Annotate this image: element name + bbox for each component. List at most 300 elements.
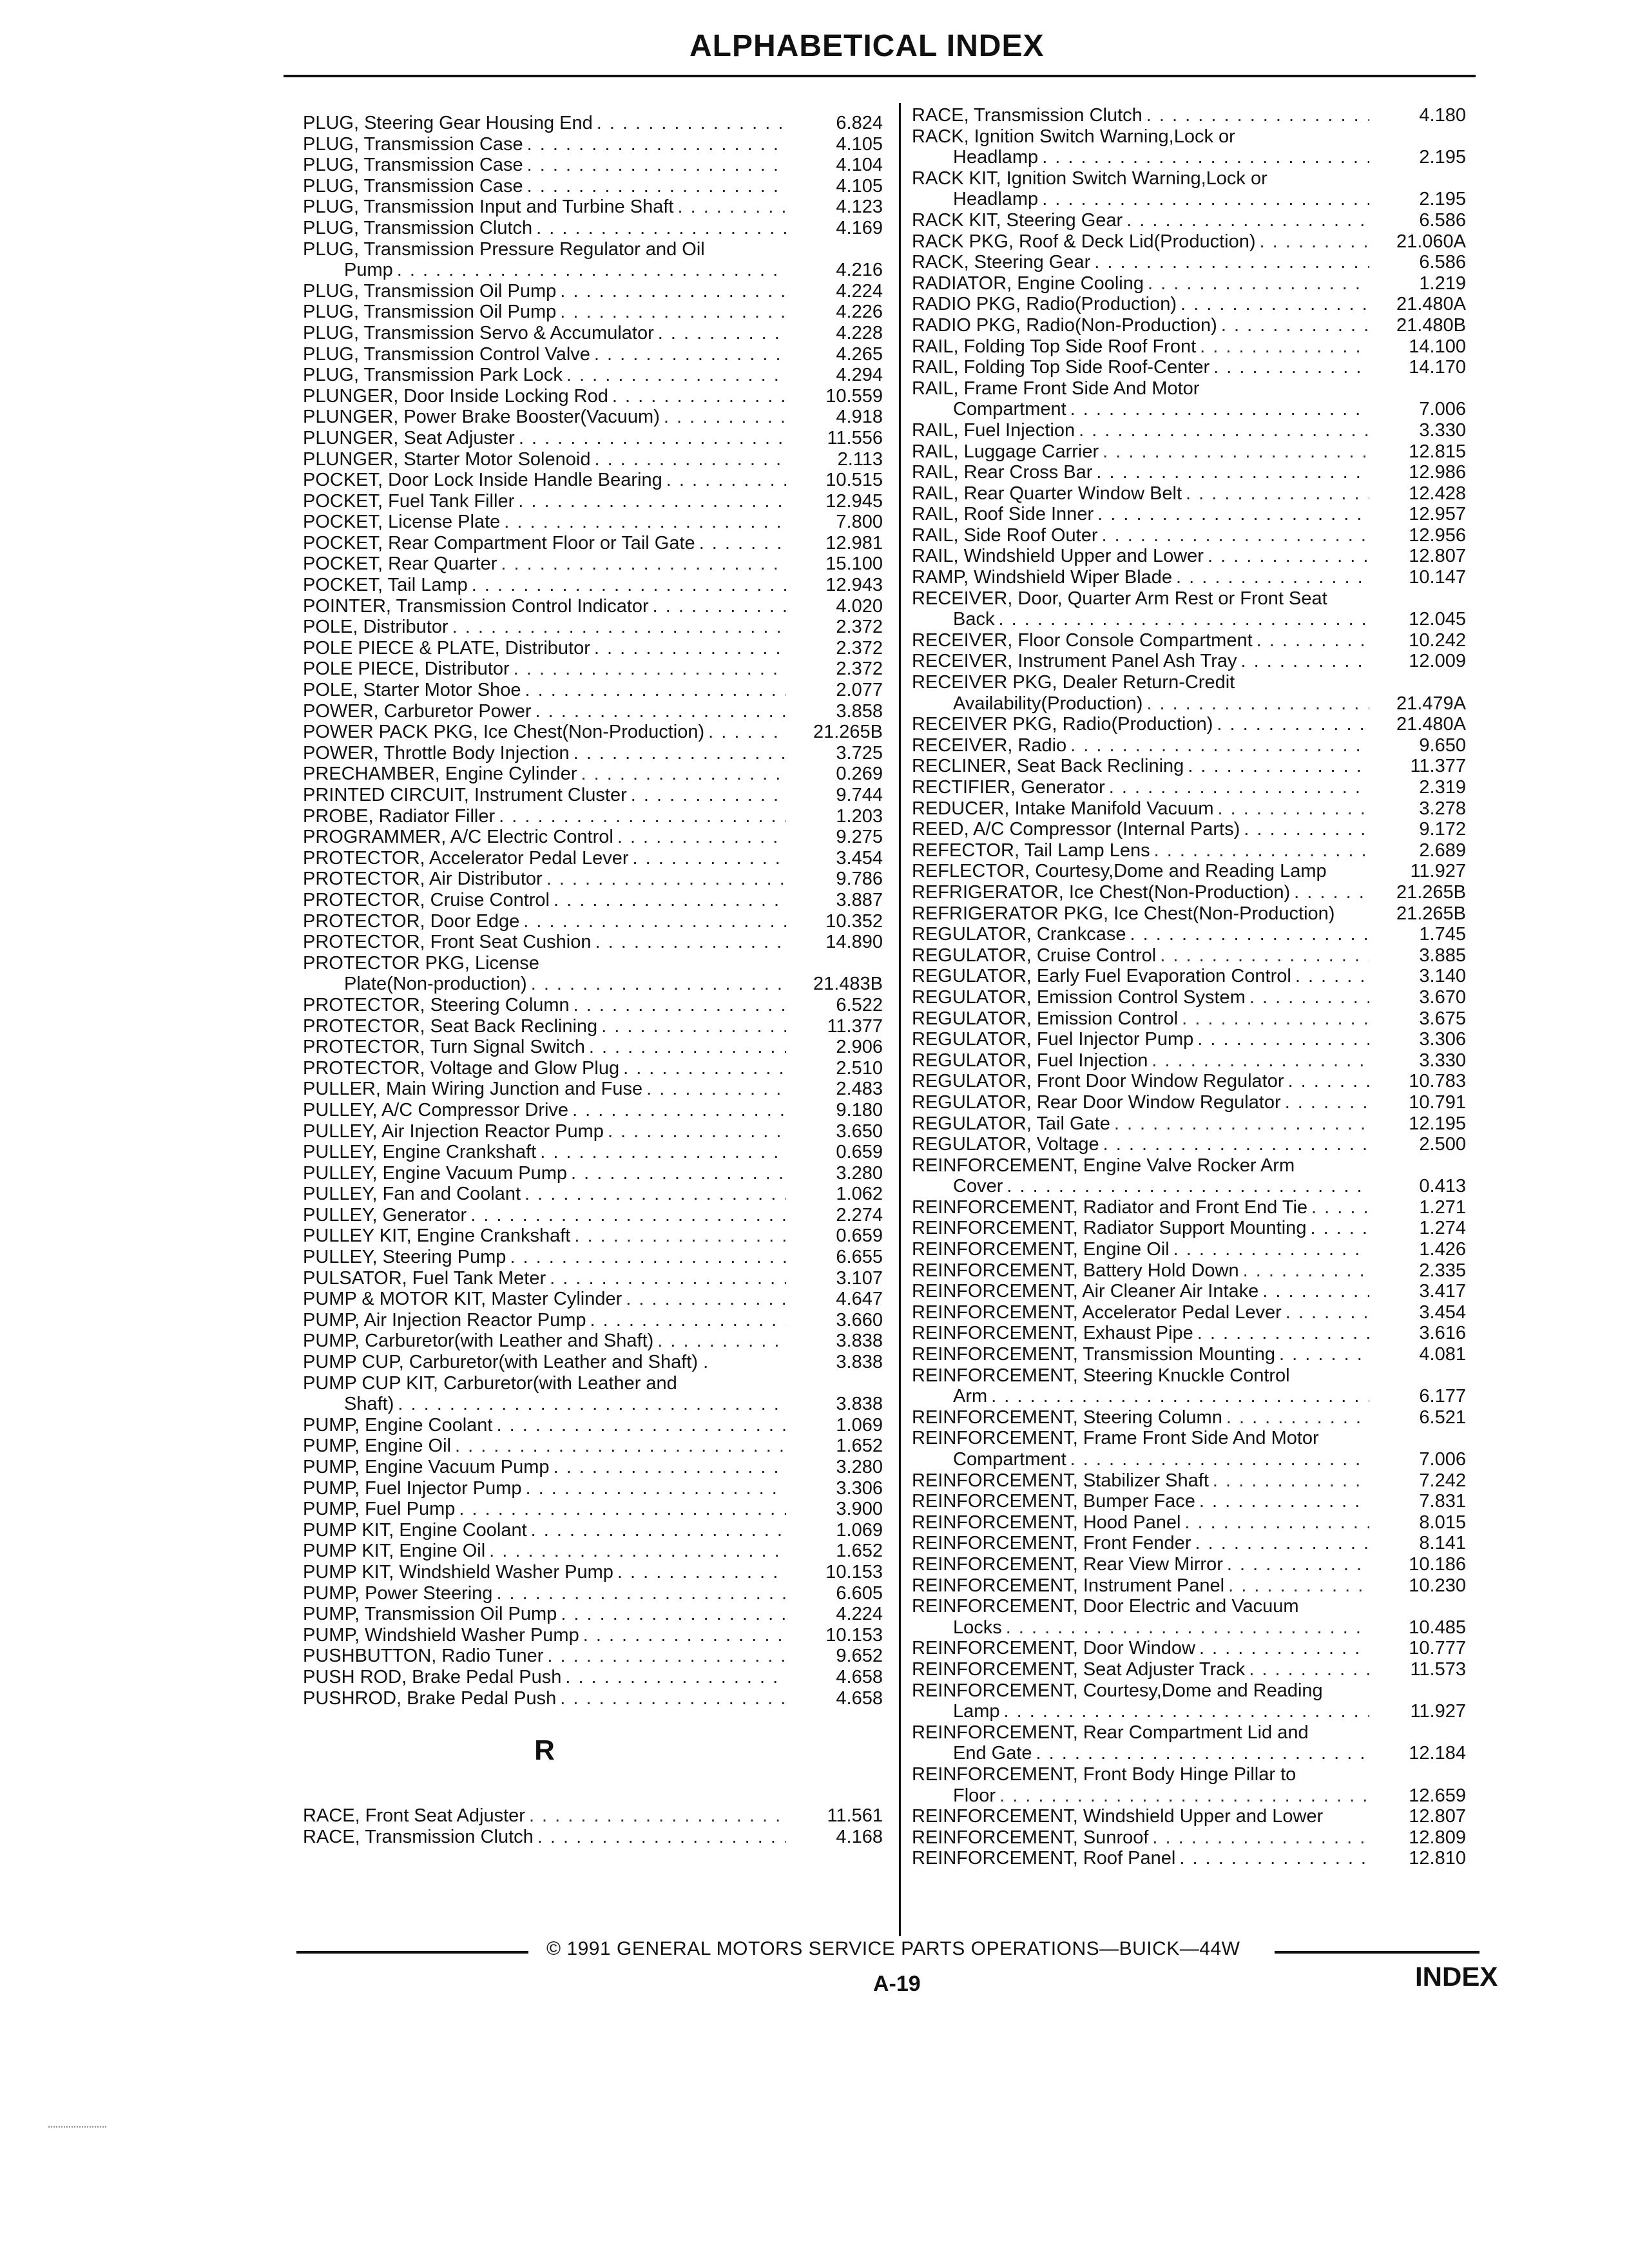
index-entry-label: REGULATOR, Early Fuel Evaporation Control	[912, 966, 1291, 987]
index-entry-page-ref: 6.655	[836, 1247, 883, 1268]
dot-leader	[1099, 441, 1369, 463]
index-entry-label: Cover	[953, 1176, 1003, 1197]
index-entry	[303, 281, 883, 302]
index-entry-label: REINFORCEMENT, Engine Valve Rocker Arm	[912, 1155, 1295, 1176]
index-entry-page-ref: 6.522	[836, 994, 883, 1015]
dot-leader	[1209, 1470, 1369, 1492]
index-entry-label-wrap	[303, 323, 786, 344]
index-entry-label: PUMP KIT, Windshield Washer Pump	[303, 1561, 613, 1582]
index-entry	[912, 567, 1466, 588]
dot-leader	[1246, 987, 1369, 1008]
dot-leader	[1239, 1260, 1369, 1282]
index-entry-label-wrap	[303, 680, 786, 701]
dot-leader	[593, 113, 786, 134]
index-entry-label-wrap	[912, 1344, 1369, 1365]
index-entry	[912, 840, 1466, 861]
index-entry-label: RAIL, Rear Cross Bar	[912, 462, 1093, 483]
index-entry-page-ref: 21.480B	[1396, 314, 1466, 336]
dot-leader	[1222, 1407, 1369, 1428]
index-entry-page-ref: 3.616	[1419, 1323, 1466, 1344]
index-entry-label-wrap	[303, 1805, 786, 1827]
index-entry-label: RAIL, Rear Quarter Window Belt	[912, 483, 1182, 504]
index-entry-page-ref: 4.647	[836, 1289, 883, 1310]
index-entry-page-ref: 3.900	[836, 1499, 883, 1520]
index-entry	[303, 1058, 883, 1079]
index-entry-label: RAIL, Roof Side Inner	[912, 504, 1094, 525]
index-entry-label: REGULATOR, Emission Control	[912, 1008, 1179, 1029]
dot-leader	[653, 1331, 786, 1352]
index-entry-label: Pump	[344, 260, 393, 281]
index-entry-label: Floor	[953, 1785, 996, 1806]
index-entry-label: REGULATOR, Tail Gate	[912, 1113, 1110, 1134]
index-entry-page-ref: 4.180	[1419, 105, 1466, 126]
index-entry-label: Arm	[953, 1386, 988, 1407]
dot-leader	[567, 1163, 786, 1184]
index-entry-label-wrap	[912, 357, 1369, 378]
index-entry-label: POCKET, Rear Quarter	[303, 553, 497, 575]
dot-leader	[996, 1785, 1369, 1807]
index-entry-label-wrap	[303, 512, 786, 533]
index-entry	[912, 882, 1466, 903]
index-entry-label: RECEIVER PKG, Dealer Return-Credit	[912, 672, 1235, 693]
index-entry-page-ref: 2.906	[836, 1037, 883, 1058]
index-entry-label: REINFORCEMENT, Bumper Face	[912, 1491, 1195, 1512]
index-entry-label: REGULATOR, Cruise Control	[912, 945, 1157, 966]
index-entry-page-ref: 2.372	[836, 658, 883, 680]
index-entry-page-ref: 9.180	[836, 1099, 883, 1120]
dot-leader	[467, 1205, 786, 1226]
index-entry-label-wrap	[303, 743, 786, 764]
index-entry	[912, 1281, 1466, 1302]
index-entry-page-ref: 21.265B	[1396, 881, 1466, 903]
index-entry	[912, 1134, 1466, 1155]
dot-leader	[660, 407, 786, 428]
index-entry-page-ref: 15.100	[825, 553, 883, 575]
dot-leader	[519, 911, 786, 932]
index-entry	[912, 1323, 1466, 1344]
index-entry-page-ref: 3.107	[836, 1267, 883, 1289]
index-entry-label: REGULATOR, Emission Control System	[912, 986, 1246, 1008]
index-entry-label-wrap	[303, 344, 786, 365]
index-entry	[912, 1407, 1466, 1428]
index-entry-label-wrap	[303, 176, 786, 197]
index-entry-page-ref: 1.203	[836, 805, 883, 827]
index-entry-page-ref: 4.294	[836, 365, 883, 386]
index-entry-page-ref: 3.858	[836, 700, 883, 722]
index-entry-label: PROTECTOR, Accelerator Pedal Lever	[303, 847, 629, 869]
index-entry	[303, 617, 883, 638]
index-entry-label-wrap	[303, 974, 786, 995]
index-entry-page-ref: 14.100	[1409, 336, 1466, 357]
dot-leader	[515, 428, 786, 449]
index-entry	[912, 1554, 1466, 1575]
index-entry-label-wrap	[303, 1016, 786, 1037]
index-entry-label-wrap	[303, 1667, 786, 1688]
dot-leader	[695, 533, 786, 554]
index-entry-label-wrap	[912, 924, 1369, 945]
dot-leader	[1066, 399, 1369, 420]
index-entry-page-ref: 11.561	[827, 1805, 883, 1827]
index-entry-label-wrap	[912, 1491, 1369, 1512]
index-entry	[303, 1478, 883, 1499]
index-entry	[303, 176, 883, 197]
index-entry-page-ref: 1.069	[836, 1519, 883, 1541]
index-entry	[912, 1512, 1466, 1533]
index-entry-page-ref: 2.500	[1419, 1134, 1466, 1155]
index-entry-label: RECLINER, Seat Back Reclining	[912, 756, 1184, 777]
index-entry	[303, 1436, 883, 1457]
dot-leader	[468, 575, 786, 596]
index-entry-label: End Gate	[953, 1743, 1032, 1764]
footer-rule-right	[1275, 1951, 1480, 1954]
index-entry-page-ref: 14.890	[825, 932, 883, 953]
index-entry-page-ref: 10.352	[825, 910, 883, 932]
dot-leader	[485, 1541, 786, 1562]
index-entry-label: PUMP, Fuel Injector Pump	[303, 1477, 522, 1499]
index-entry-label: RECEIVER, Door, Quarter Arm Rest or Front Seat	[912, 588, 1327, 609]
index-entry-label-wrap	[912, 882, 1369, 903]
index-entry	[303, 428, 883, 449]
index-entry-label-wrap	[303, 218, 786, 239]
index-entry-page-ref: 3.838	[836, 1394, 883, 1415]
index-entry-page-ref: 12.957	[1409, 504, 1466, 525]
index-entry-label-wrap	[912, 1848, 1369, 1869]
index-entry-label: PUMP, Power Steering	[303, 1582, 493, 1604]
index-entry	[912, 1491, 1466, 1512]
index-entry-label: REINFORCEMENT, Steering Column	[912, 1407, 1222, 1428]
index-entry-page-ref: 21.060A	[1396, 231, 1466, 252]
index-entry	[303, 701, 883, 722]
index-entry-label: RAIL, Frame Front Side And Motor	[912, 378, 1200, 399]
dot-leader	[536, 1142, 786, 1163]
index-entry	[912, 1659, 1466, 1680]
index-entry-page-ref: 3.306	[1419, 1029, 1466, 1050]
index-entry-label-wrap	[303, 134, 786, 155]
index-entry	[303, 197, 883, 218]
index-entry	[912, 525, 1466, 546]
index-entry-label-wrap	[303, 575, 786, 596]
index-entry-page-ref: 2.195	[1419, 147, 1466, 168]
index-entry	[303, 848, 883, 869]
index-entry	[912, 1197, 1466, 1218]
index-entry-label-wrap	[303, 1163, 786, 1184]
index-entry-label-wrap	[303, 553, 786, 575]
index-entry	[912, 714, 1466, 735]
index-entry-label-wrap	[912, 1785, 1369, 1807]
index-entry-page-ref: 3.306	[836, 1477, 883, 1499]
index-entry	[912, 1806, 1466, 1827]
index-entry-label-wrap	[912, 1449, 1369, 1470]
dot-leader	[527, 974, 786, 995]
index-entry-label-wrap	[912, 1827, 1369, 1849]
index-entry-label-wrap	[912, 252, 1369, 273]
dot-leader	[543, 869, 786, 890]
index-entry-label: PULSATOR, Fuel Tank Meter	[303, 1267, 546, 1289]
index-entry-label-wrap	[303, 1058, 786, 1079]
index-entry-label-wrap	[912, 294, 1369, 315]
index-entry-label: PUMP KIT, Engine Coolant	[303, 1519, 527, 1541]
dot-leader	[1144, 273, 1369, 294]
index-entry-label: REINFORCEMENT, Radiator and Front End Tie	[912, 1196, 1308, 1218]
index-entry-page-ref: 2.195	[1419, 189, 1466, 210]
index-entry-page-ref: 3.675	[1419, 1008, 1466, 1029]
index-entry-label-wrap	[912, 147, 1369, 168]
scan-mark	[48, 2126, 106, 2129]
index-entry-label: RADIO PKG, Radio(Production)	[912, 294, 1177, 315]
dot-leader	[1210, 357, 1369, 378]
index-entry-label: REFLECTOR, Courtesy,Dome and Reading Lamp	[912, 861, 1327, 882]
index-entry	[303, 344, 883, 365]
dot-leader	[1237, 651, 1369, 672]
dot-leader	[1126, 924, 1369, 945]
index-entry-label: PUMP, Engine Coolant	[303, 1414, 493, 1436]
index-entry-page-ref: 3.725	[836, 742, 883, 764]
dot-leader	[500, 512, 786, 533]
index-entry-label-wrap	[912, 189, 1369, 210]
index-entry-label: PULLEY, A/C Compressor Drive	[303, 1099, 569, 1120]
index-entry	[912, 1575, 1466, 1597]
index-entry-label-wrap	[303, 1331, 786, 1352]
index-entry-page-ref: 9.652	[836, 1646, 883, 1667]
dot-leader	[393, 260, 786, 281]
index-entry-label-wrap	[912, 777, 1369, 798]
index-entry-label: RECEIVER, Radio	[912, 735, 1067, 756]
index-entry-label: PLUG, Transmission Input and Turbine Shaft	[303, 197, 674, 218]
index-entry-label: PULLER, Main Wiring Junction and Fuse	[303, 1079, 643, 1100]
index-entry-label-wrap	[912, 504, 1369, 525]
dot-leader	[492, 1583, 786, 1604]
index-entry	[912, 1029, 1466, 1050]
index-entry-label: PROTECTOR, Turn Signal Switch	[303, 1037, 585, 1058]
index-entry-page-ref: 12.945	[825, 490, 883, 512]
index-entry-page-ref: 2.689	[1419, 840, 1466, 861]
index-entry-label: RECEIVER, Floor Console Compartment	[912, 629, 1253, 651]
index-entry-label: PROTECTOR, Seat Back Reclining	[303, 1015, 598, 1037]
index-entry-label: PUMP, Air Injection Reactor Pump	[303, 1309, 586, 1331]
index-entry-label: PULLEY, Engine Crankshaft	[303, 1142, 537, 1163]
index-entry-page-ref: 7.831	[1419, 1491, 1466, 1512]
index-entry-label: REGULATOR, Fuel Injection	[912, 1050, 1148, 1071]
index-entry-label-wrap	[912, 1197, 1369, 1218]
index-entry-label-wrap	[303, 1478, 786, 1499]
index-entry-label-wrap	[912, 945, 1369, 966]
index-entry-page-ref: 3.838	[836, 1352, 883, 1373]
index-entry-label: POWER, Carburetor Power	[303, 700, 532, 722]
index-entry-label: REFRIGERATOR PKG, Ice Chest(Non-Production)	[912, 903, 1335, 924]
index-entry-label: RECEIVER PKG, Radio(Production)	[912, 714, 1213, 735]
index-entry-page-ref: 7.006	[1419, 399, 1466, 420]
index-entry-page-ref: 6.586	[1419, 252, 1466, 273]
index-entry	[303, 1415, 883, 1436]
index-entry-label: PULLEY, Generator	[303, 1204, 467, 1225]
index-entry	[303, 1037, 883, 1058]
index-entry	[303, 407, 883, 428]
index-entry-label-wrap	[912, 546, 1369, 567]
index-entry	[303, 722, 883, 743]
dot-leader	[1204, 546, 1369, 567]
dot-leader	[550, 1457, 786, 1478]
index-entry	[912, 861, 1466, 882]
dot-leader	[1255, 231, 1369, 253]
dot-leader	[642, 1079, 786, 1100]
dot-leader	[1066, 1449, 1369, 1470]
index-entry-label: RACK, Steering Gear	[912, 252, 1091, 273]
index-entry-page-ref: 3.670	[1419, 986, 1466, 1008]
index-entry-label-wrap	[912, 105, 1369, 126]
index-entry-page-ref: 4.169	[836, 217, 883, 238]
index-entry-label: POCKET, Tail Lamp	[303, 575, 468, 596]
dot-leader	[592, 932, 786, 953]
index-entry-label-wrap	[912, 1029, 1369, 1050]
dot-leader	[1066, 735, 1369, 756]
dot-leader	[1092, 462, 1369, 483]
index-entry-page-ref: 4.226	[836, 302, 883, 323]
index-entry-page-ref: 10.791	[1409, 1091, 1466, 1113]
index-entry-label-wrap	[912, 651, 1369, 672]
index-entry-page-ref: 12.810	[1409, 1848, 1466, 1869]
index-entry-label: REINFORCEMENT, Stabilizer Shaft	[912, 1470, 1209, 1491]
index-entry-label-wrap	[912, 1554, 1369, 1575]
index-entry-label-wrap	[912, 1302, 1369, 1323]
index-entry-label-wrap	[303, 1541, 786, 1562]
index-entry	[912, 294, 1466, 315]
dot-leader	[1148, 1050, 1369, 1072]
index-entry-label: PUMP, Engine Oil	[303, 1436, 451, 1457]
dot-leader	[662, 470, 786, 491]
dot-leader	[497, 553, 786, 575]
index-entry-label-wrap	[912, 840, 1369, 861]
index-entry-label-wrap	[912, 1470, 1369, 1492]
index-entry-label: REINFORCEMENT, Engine Oil	[912, 1239, 1170, 1260]
dot-leader	[568, 1100, 786, 1121]
index-entry-label: REINFORCEMENT, Door Window	[912, 1638, 1195, 1659]
index-entry-label-wrap	[303, 1247, 786, 1268]
index-entry-label-wrap	[912, 1638, 1369, 1659]
index-entry-label: POWER PACK PKG, Ice Chest(Non-Production)	[303, 722, 705, 743]
index-entry-label-wrap	[912, 756, 1369, 777]
dot-leader	[1156, 945, 1369, 966]
index-entry	[912, 966, 1466, 987]
index-entry-page-ref: 10.147	[1409, 567, 1466, 588]
index-entry-label-wrap	[303, 302, 786, 323]
index-entry-page-ref: 12.956	[1409, 524, 1466, 546]
index-entry-label: PUMP, Engine Vacuum Pump	[303, 1457, 550, 1477]
index-entry-label: PULLEY, Fan and Coolant	[303, 1184, 521, 1205]
index-entry	[303, 553, 883, 575]
index-entry-label: REINFORCEMENT, Roof Panel	[912, 1848, 1176, 1869]
index-entry-label-wrap	[912, 315, 1369, 336]
index-entry-page-ref: 3.650	[836, 1120, 883, 1142]
index-entry-label-wrap	[303, 722, 786, 743]
index-entry	[303, 1184, 883, 1205]
index-entry-label-wrap	[303, 260, 786, 281]
index-entry-page-ref: 10.242	[1409, 629, 1466, 651]
index-entry-page-ref: 2.113	[837, 448, 883, 470]
index-entry-label-wrap	[912, 231, 1369, 253]
index-entry-label: PROTECTOR, Front Seat Cushion	[303, 932, 592, 953]
index-entry-label-wrap	[303, 617, 786, 638]
dot-leader	[579, 1625, 786, 1646]
index-entry-page-ref: 4.123	[836, 197, 883, 218]
index-entry	[912, 1827, 1466, 1849]
index-entry-label: REINFORCEMENT, Steering Knuckle Control	[912, 1365, 1290, 1386]
dot-leader	[1291, 966, 1369, 987]
index-entry-page-ref: 1.274	[1419, 1218, 1466, 1239]
index-entry-page-ref: 12.045	[1409, 609, 1466, 630]
index-entry	[303, 365, 883, 386]
dot-leader	[1193, 1323, 1369, 1344]
index-entry-label-wrap	[912, 1071, 1369, 1092]
dot-leader	[649, 596, 786, 617]
index-entry-label-wrap	[912, 1008, 1369, 1030]
dot-leader	[1184, 756, 1369, 777]
dot-leader	[1217, 315, 1369, 336]
index-entry-page-ref: 4.265	[836, 343, 883, 365]
index-entry	[303, 1289, 883, 1310]
dot-leader	[1213, 798, 1369, 820]
dot-leader	[1177, 294, 1369, 315]
index-entry-label-wrap	[303, 827, 786, 848]
index-entry-page-ref: 10.153	[825, 1561, 883, 1582]
index-entry-page-ref: 4.224	[836, 1604, 883, 1625]
index-entry-page-ref: 8.141	[1419, 1533, 1466, 1554]
index-entry-label: PLUG, Steering Gear Housing End	[303, 113, 593, 133]
index-entry	[912, 1092, 1466, 1113]
index-entry-label: RAIL, Side Roof Outer	[912, 524, 1098, 546]
index-entry-label: PUSH ROD, Brake Pedal Push	[303, 1666, 562, 1687]
dot-leader	[1224, 1575, 1369, 1597]
index-entry-label: PLUG, Transmission Servo & Accumulator	[303, 322, 654, 343]
index-entry	[912, 336, 1466, 358]
index-entry-page-ref: 4.918	[836, 407, 883, 428]
section-label: INDEX	[1415, 1961, 1498, 1992]
right-column	[912, 105, 1466, 1869]
dot-leader	[521, 1184, 786, 1205]
page-title: ALPHABETICAL INDEX	[689, 29, 1045, 63]
index-entry	[912, 819, 1466, 840]
dot-leader	[1223, 1554, 1369, 1575]
index-entry	[912, 231, 1466, 253]
index-entry-page-ref: 10.230	[1409, 1575, 1466, 1596]
index-entry-label: RAIL, Fuel Injection	[912, 419, 1075, 441]
index-entry-label-wrap	[303, 869, 786, 890]
column-divider	[899, 103, 901, 1936]
index-entry-label: PROTECTOR, Voltage and Glow Plug	[303, 1057, 620, 1079]
dot-leader	[987, 1386, 1369, 1407]
index-entry	[303, 1225, 883, 1247]
index-entry-label-wrap	[303, 386, 786, 407]
index-entry	[912, 1386, 1466, 1407]
index-entry-page-ref: 3.417	[1419, 1281, 1466, 1302]
dot-leader	[557, 1604, 786, 1625]
index-entry-label: REINFORCEMENT, Frame Front Side And Motor	[912, 1428, 1319, 1449]
index-entry	[303, 1247, 883, 1268]
dot-leader	[590, 344, 786, 365]
index-entry-page-ref: 12.809	[1409, 1827, 1466, 1848]
index-entry-label-wrap	[303, 701, 786, 722]
index-entry-label-wrap	[303, 1352, 786, 1373]
index-entry-page-ref: 4.224	[836, 280, 883, 302]
index-entry-page-ref: 12.009	[1409, 651, 1466, 672]
index-entry	[303, 491, 883, 512]
index-entry-label: REINFORCEMENT, Seat Adjuster Track	[912, 1658, 1246, 1680]
index-entry-label: PUMP CUP, Carburetor(with Leather and Shaft) .	[303, 1352, 709, 1373]
dot-leader	[1182, 483, 1369, 505]
index-entry-page-ref: 10.783	[1409, 1071, 1466, 1092]
section-letter: R	[534, 1735, 555, 1767]
index-entry-page-ref: 12.815	[1409, 441, 1466, 462]
index-entry-label-wrap	[912, 525, 1369, 546]
